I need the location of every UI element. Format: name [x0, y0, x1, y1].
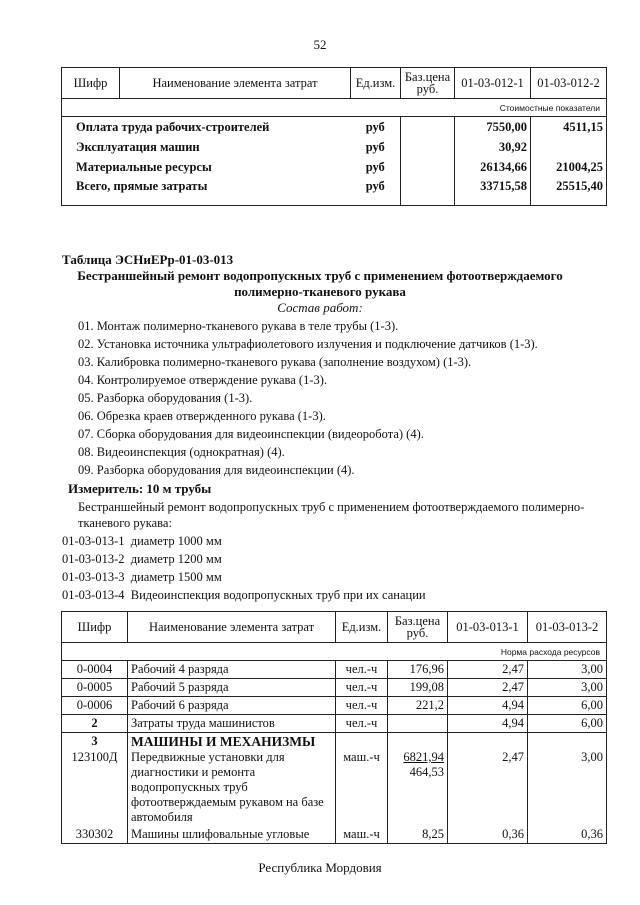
row-name: Материальные ресурсы: [62, 157, 351, 177]
row-name: Рабочий 6 разряда: [128, 697, 336, 715]
variant-item: [62, 588, 426, 603]
section-name: МАШИНЫ И МЕХАНИЗМЫ: [128, 733, 336, 751]
row-unit: руб: [351, 177, 401, 206]
work-item: 07. Сборка оборудования для видеоинспекции (видеоробота) (4).: [78, 427, 424, 441]
row-price: 6821,94: [403, 750, 444, 764]
table-header: [62, 612, 607, 643]
row-unit: чел.-ч: [336, 697, 388, 715]
row-value-2: 25515,40: [531, 177, 607, 206]
row-unit: руб: [351, 137, 401, 157]
header-name: Наименование элемента затрат: [128, 612, 336, 643]
row-code: 0-0004: [62, 661, 128, 679]
section-code: 3: [62, 733, 128, 751]
variant-code: 01-03-013-1: [62, 534, 125, 548]
row-value-2: 21004,25: [531, 157, 607, 177]
header-col2: 01-03-013-2: [528, 612, 607, 643]
row-price: 221,2: [388, 697, 448, 715]
row-value-2: 0,36: [528, 826, 607, 844]
variant-text: диаметр 1000 мм: [130, 534, 222, 548]
row-value-2: 3,00: [528, 661, 607, 679]
row-code: 0-0005: [62, 679, 128, 697]
subheader-label: Норма расхода ресурсов: [62, 643, 607, 661]
table-id: Таблица ЭСНиЕРр-01-03-013: [62, 252, 234, 267]
row-value-2: 4511,15: [531, 117, 607, 138]
row-value-1: 7550,00: [455, 117, 531, 138]
row-price: 8,25: [388, 826, 448, 844]
table-subheader: [62, 99, 607, 117]
variant-code: 01-03-013-3: [62, 570, 125, 584]
header-code: Шифр: [62, 612, 128, 643]
work-item: 06. Обрезка краев отвержденного рукава (1-3).: [78, 409, 326, 423]
row-name: Рабочий 5 разряда: [128, 679, 336, 697]
row-value-2: 6,00: [528, 715, 607, 733]
work-item: 04. Контролируемое отверждение рукава (1-3).: [78, 373, 328, 387]
table-subheader: [62, 643, 607, 661]
header-col2: 01-03-012-2: [531, 68, 607, 99]
row-name: Эксплуатация машин: [62, 137, 351, 157]
measure-unit: Измеритель: 10 м трубы: [68, 481, 212, 496]
row-name: Затраты труда машинистов: [128, 715, 336, 733]
page-number: 52: [313, 37, 327, 52]
table-row: [62, 826, 607, 844]
row-value-1: 33715,58: [455, 177, 531, 206]
subheader-label: Стоимостные показатели: [62, 99, 607, 117]
header-unit: Ед.изм.: [336, 612, 388, 643]
table-header: [62, 68, 607, 99]
row-unit: руб: [351, 157, 401, 177]
row-price-secondary: 464,53: [409, 765, 444, 779]
row-unit: чел.-ч: [336, 679, 388, 697]
works-heading: Состав работ:: [277, 300, 363, 315]
row-price: [388, 715, 448, 733]
variant-text: Видеоинспекция водопропускных труб при их санации: [130, 588, 426, 602]
header-price: Баз.цена руб.: [401, 68, 455, 99]
row-value-1: 4,94: [448, 697, 528, 715]
section-title-line1: Бестраншейный ремонт водопропускных труб с применением фотоотверждаемого: [77, 268, 563, 283]
row-unit: руб: [351, 117, 401, 138]
row-name: Рабочий 4 разряда: [128, 661, 336, 679]
row-code: 2: [62, 715, 128, 733]
header-col1: 01-03-012-1: [455, 68, 531, 99]
table-row: [62, 679, 607, 697]
header-code: Шифр: [62, 68, 120, 99]
description-line2: тканевого рукава:: [78, 516, 172, 530]
table-row: [62, 177, 607, 206]
row-value-1: 2,47: [448, 661, 528, 679]
header-unit: Ед.изм.: [351, 68, 401, 99]
row-value-1: 30,92: [455, 137, 531, 157]
header-price: Баз.цена руб.: [388, 612, 448, 643]
cost-table: [61, 67, 607, 206]
row-value-1: 2,47: [448, 679, 528, 697]
row-code: 330302: [62, 826, 128, 844]
header-name: Наименование элемента затрат: [120, 68, 351, 99]
row-code: 123100Д: [62, 750, 128, 826]
row-value-1: 2,47: [448, 750, 528, 826]
row-value-1: 26134,66: [455, 157, 531, 177]
variant-item: [62, 534, 222, 549]
table-row: [62, 661, 607, 679]
resource-table: [61, 611, 607, 844]
table-row: [62, 697, 607, 715]
variant-text: диаметр 1200 мм: [130, 552, 222, 566]
header-col1: 01-03-013-1: [448, 612, 528, 643]
row-value-1: 0,36: [448, 826, 528, 844]
table-row: [62, 117, 607, 138]
row-name: Машины шлифовальные угловые: [128, 826, 336, 844]
row-code: 0-0006: [62, 697, 128, 715]
variant-item: [62, 552, 222, 567]
variant-code: 01-03-013-4: [62, 588, 125, 602]
row-value-2: 6,00: [528, 697, 607, 715]
row-value-2: 3,00: [528, 679, 607, 697]
variant-text: диаметр 1500 мм: [130, 570, 222, 584]
work-item: 05. Разборка оборудования (1-3).: [78, 391, 253, 405]
work-item: 09. Разборка оборудования для видеоинспекции (4).: [78, 463, 355, 477]
row-unit: чел.-ч: [336, 715, 388, 733]
row-name: Всего, прямые затраты: [62, 177, 351, 206]
table-row: [62, 137, 607, 157]
variant-code: 01-03-013-2: [62, 552, 125, 566]
row-value-2: 3,00: [528, 750, 607, 826]
description-line1: Бестраншейный ремонт водопропускных труб с применением фотоотверждаемого полимерно-: [78, 500, 585, 514]
work-item: 08. Видеоинспекция (однократная) (4).: [78, 445, 285, 459]
table-row: [62, 715, 607, 733]
row-unit: маш.-ч: [336, 826, 388, 844]
work-item: 02. Установка источника ультрафиолетового излучения и подключение датчиков (1-3).: [78, 337, 538, 351]
section-title-line2: полимерно-тканевого рукава: [234, 284, 406, 299]
section-row: [62, 733, 607, 751]
table-row: [62, 750, 607, 826]
variant-item: [62, 570, 222, 585]
row-unit: чел.-ч: [336, 661, 388, 679]
row-name: Оплата труда рабочих-строителей: [62, 117, 351, 138]
row-value-2: [531, 137, 607, 157]
row-price: 199,08: [388, 679, 448, 697]
row-price: 176,96: [388, 661, 448, 679]
work-item: 03. Калибровка полимерно-тканевого рукава (заполнение воздухом) (1-3).: [78, 355, 472, 369]
row-unit: маш.-ч: [336, 750, 388, 826]
row-price-cell: [388, 750, 448, 826]
page-footer: Республика Мордовия: [258, 860, 382, 875]
table-row: [62, 157, 607, 177]
work-item: 01. Монтаж полимерно-тканевого рукава в теле трубы (1-3).: [78, 319, 399, 333]
row-name: Передвижные установки для диагностики и ремонта водопропускных труб фотоотверждаемым рукавом на базе автомобиля: [128, 750, 336, 826]
row-value-1: 4,94: [448, 715, 528, 733]
